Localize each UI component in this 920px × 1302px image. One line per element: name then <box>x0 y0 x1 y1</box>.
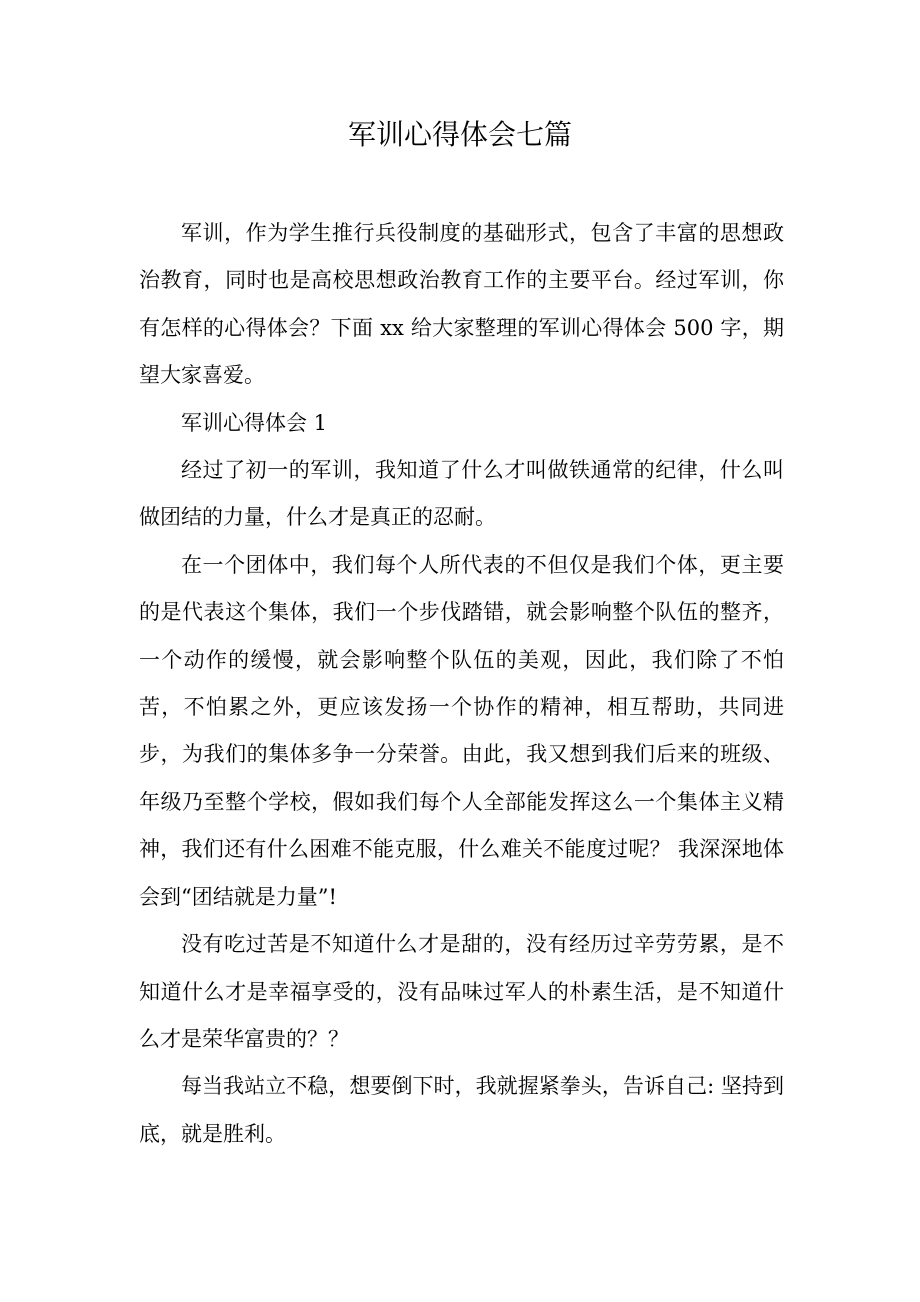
body-paragraph: 经过了初一的军训，我知道了什么才叫做铁通常的纪律，什么叫做团结的力量，什么才是真正的忍耐。 <box>139 458 784 530</box>
document-title: 军训心得体会七篇 <box>347 118 572 151</box>
body-paragraph: 没有吃过苦是不知道什么才是甜的，没有经历过辛劳劳累，是不知道什么才是幸福享受的，没有品味过军人的朴素生活，是不知道什么才是荣华富贵的？？ <box>139 932 784 1051</box>
intro-paragraph: 军训，作为学生推行兵役制度的基础形式，包含了丰富的思想政治教育，同时也是高校思想政治教育工作的主要平台。经过军训，你有怎样的心得体会？下面 xx 给大家整理的军训心得体会 500 字，期望大家喜爱。 <box>139 221 784 388</box>
body-paragraph: 在一个团体中，我们每个人所代表的不但仅是我们个体，更主要的是代表这个集体，我们一个步伐踏错，就会影响整个队伍的整齐，一个动作的缓慢，就会影响整个队伍的美观，因此，我们除了不怕苦，不怕累之外，更应该发扬一个协作的精神，相互帮助，共同进步，为我们的集体多争一分荣誉。由此，我又想到我们后来的班级、年级乃至整个学校，假如我们每个人全部能发挥这么一个集体主义精神，我们还有什么困难不能克服，什么难关不能度过呢？ 我深深地体会到“团结就是力量”! <box>139 552 784 909</box>
body-paragraph: 每当我站立不稳，想要倒下时，我就握紧拳头，告诉自己: 坚持到底，就是胜利。 <box>139 1074 784 1146</box>
document-body <box>139 210 784 1158</box>
section-heading: 军训心得体会 1 <box>181 410 328 435</box>
